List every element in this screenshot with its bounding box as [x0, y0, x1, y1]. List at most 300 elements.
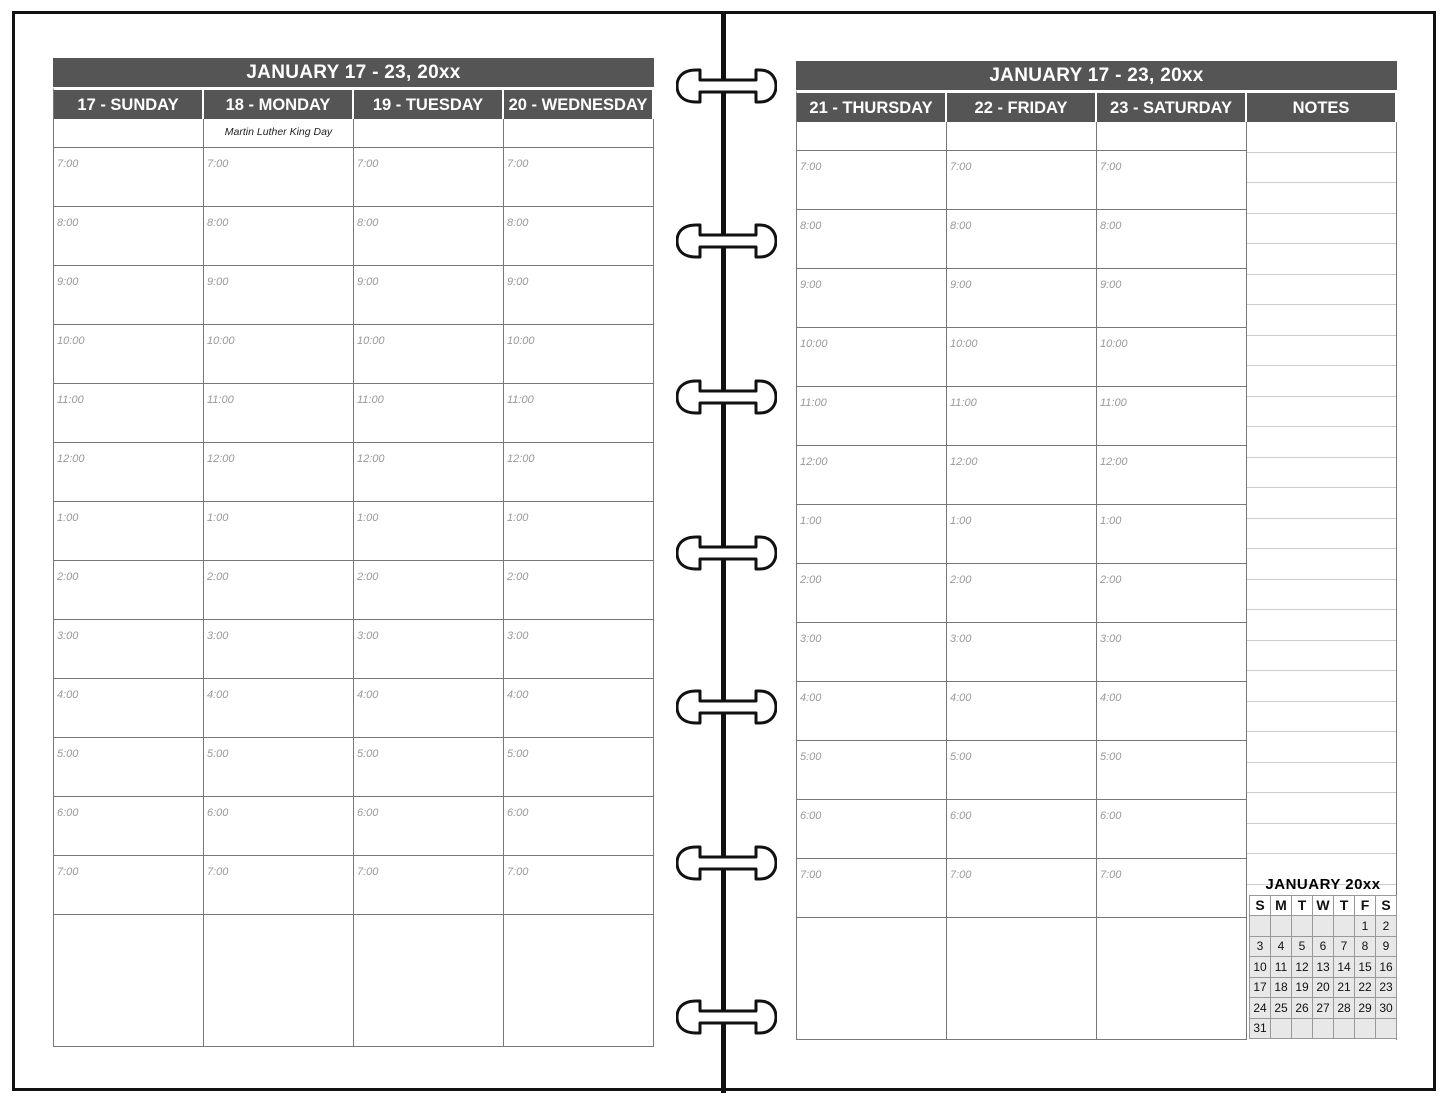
time-slot[interactable] — [1097, 210, 1246, 269]
time-slot[interactable] — [1097, 564, 1246, 623]
note-line[interactable] — [1247, 793, 1396, 824]
time-label: 4:00 — [207, 689, 229, 701]
mini-calendar-title: JANUARY 20xx — [1265, 875, 1381, 893]
time-label: 12:00 — [950, 456, 978, 468]
time-slot[interactable] — [1097, 859, 1246, 918]
time-slot[interactable] — [54, 384, 203, 443]
time-slot[interactable] — [354, 679, 503, 738]
note-line[interactable] — [1247, 580, 1396, 611]
time-slot[interactable] — [54, 207, 203, 266]
time-slot[interactable] — [204, 443, 353, 502]
day-column — [54, 90, 204, 1047]
time-slot[interactable] — [504, 561, 653, 620]
time-slot[interactable] — [947, 859, 1096, 918]
time-label: 3:00 — [950, 633, 972, 645]
time-slot[interactable] — [797, 564, 946, 623]
time-label: 12:00 — [507, 453, 535, 465]
time-label: 10:00 — [800, 338, 828, 350]
time-slot[interactable] — [504, 148, 653, 207]
weekday-label: W — [1313, 895, 1334, 916]
mini-calendar-day: 20 — [1313, 977, 1334, 998]
time-slot[interactable] — [504, 856, 653, 915]
time-slot[interactable] — [54, 856, 203, 915]
weekday-label: S — [1250, 895, 1271, 916]
time-label: 5:00 — [950, 751, 972, 763]
time-label: 11:00 — [357, 394, 384, 406]
time-label: 7:00 — [207, 866, 229, 878]
note-line[interactable] — [1247, 732, 1396, 763]
time-slot[interactable] — [204, 856, 353, 915]
mini-calendar-day: 13 — [1313, 957, 1334, 978]
holiday-cell[interactable] — [1097, 122, 1246, 151]
holiday-cell[interactable] — [797, 122, 946, 151]
time-slot[interactable] — [54, 443, 203, 502]
time-label: 9:00 — [207, 276, 229, 288]
time-slot[interactable] — [1097, 505, 1246, 564]
time-label: 2:00 — [507, 571, 529, 583]
time-label: 6:00 — [1100, 810, 1122, 822]
mini-calendar-week — [1250, 936, 1397, 957]
mini-calendar-day — [1313, 1018, 1334, 1039]
extra-notes-area[interactable] — [204, 915, 353, 1047]
mini-calendar-day — [1334, 916, 1355, 937]
extra-notes-area[interactable] — [354, 915, 503, 1047]
time-label: 11:00 — [800, 397, 827, 409]
time-slot[interactable] — [504, 620, 653, 679]
holiday-cell[interactable] — [54, 119, 203, 148]
time-slot[interactable] — [1097, 800, 1246, 859]
time-label: 7:00 — [57, 866, 79, 878]
time-slot[interactable] — [204, 502, 353, 561]
time-slot[interactable] — [204, 148, 353, 207]
right-day-grid — [796, 90, 1397, 1040]
mini-calendar-day: 7 — [1334, 936, 1355, 957]
binder-ring — [676, 997, 777, 1037]
time-slot[interactable] — [1097, 446, 1246, 505]
time-label: 3:00 — [57, 630, 79, 642]
mini-calendar-day: 29 — [1355, 998, 1376, 1019]
time-slot[interactable] — [354, 561, 503, 620]
time-label: 2:00 — [207, 571, 229, 583]
day-column — [1097, 93, 1247, 1040]
time-slot[interactable] — [947, 328, 1096, 387]
time-label: 9:00 — [507, 276, 529, 288]
note-line[interactable] — [1247, 641, 1396, 672]
note-line[interactable] — [1247, 458, 1396, 489]
note-line[interactable] — [1247, 275, 1396, 306]
mini-calendar-day: 23 — [1376, 977, 1397, 998]
left-page — [53, 58, 654, 1047]
time-slot[interactable] — [504, 325, 653, 384]
time-slot[interactable] — [204, 266, 353, 325]
time-label: 3:00 — [207, 630, 229, 642]
mini-calendar-day: 18 — [1271, 977, 1292, 998]
note-line[interactable] — [1247, 183, 1396, 214]
mini-calendar-day: 19 — [1292, 977, 1313, 998]
time-slot[interactable] — [797, 269, 946, 328]
time-label: 7:00 — [800, 869, 822, 881]
time-slot[interactable] — [797, 800, 946, 859]
time-label: 2:00 — [800, 574, 822, 586]
mini-calendar-table — [1249, 895, 1397, 1040]
time-slot[interactable] — [354, 266, 503, 325]
mini-calendar-day: 9 — [1376, 936, 1397, 957]
day-column — [947, 93, 1097, 1040]
time-slot[interactable] — [504, 207, 653, 266]
time-slot[interactable] — [354, 325, 503, 384]
right-page — [796, 61, 1397, 1040]
binder-ring — [676, 843, 777, 883]
mini-calendar-day — [1271, 1018, 1292, 1039]
time-slot[interactable] — [354, 502, 503, 561]
mini-calendar-day: 2 — [1376, 916, 1397, 937]
extra-notes-area[interactable] — [947, 918, 1096, 1040]
time-slot[interactable] — [947, 741, 1096, 800]
time-label: 7:00 — [207, 158, 229, 170]
time-slot[interactable] — [504, 266, 653, 325]
note-line[interactable] — [1247, 610, 1396, 641]
time-slot[interactable] — [204, 679, 353, 738]
time-slot[interactable] — [354, 443, 503, 502]
right-page-title: JANUARY 17 - 23, 20xx — [796, 61, 1397, 90]
holiday-cell[interactable] — [504, 119, 653, 148]
note-line[interactable] — [1247, 153, 1396, 184]
time-label: 6:00 — [507, 807, 529, 819]
time-label: 8:00 — [950, 220, 972, 232]
time-label: 9:00 — [950, 279, 972, 291]
time-label: 3:00 — [800, 633, 822, 645]
time-label: 5:00 — [800, 751, 822, 763]
day-header: 21 - THURSDAY — [797, 93, 947, 122]
day-column — [504, 90, 654, 1047]
time-slot[interactable] — [504, 384, 653, 443]
note-line[interactable] — [1247, 702, 1396, 733]
time-label: 12:00 — [57, 453, 85, 465]
time-slot[interactable] — [1097, 151, 1246, 210]
holiday-cell[interactable] — [354, 119, 503, 148]
time-label: 4:00 — [57, 689, 79, 701]
time-label: 3:00 — [507, 630, 529, 642]
mini-calendar-week — [1250, 998, 1397, 1019]
note-line[interactable] — [1247, 671, 1396, 702]
time-slot[interactable] — [354, 620, 503, 679]
time-slot[interactable] — [54, 679, 203, 738]
mini-calendar-day: 8 — [1355, 936, 1376, 957]
time-slot[interactable] — [947, 210, 1096, 269]
mini-calendar-day: 3 — [1250, 936, 1271, 957]
binder-ring — [676, 66, 777, 106]
mini-calendar-day — [1334, 1018, 1355, 1039]
time-label: 2:00 — [57, 571, 79, 583]
time-slot[interactable] — [1097, 682, 1246, 741]
time-slot[interactable] — [504, 738, 653, 797]
time-slot[interactable] — [204, 207, 353, 266]
notes-header: NOTES — [1247, 93, 1397, 122]
mini-calendar-day: 30 — [1376, 998, 1397, 1019]
mini-calendar-day: 12 — [1292, 957, 1313, 978]
mini-calendar-week — [1250, 1018, 1397, 1039]
weekday-label: F — [1355, 895, 1376, 916]
note-line[interactable] — [1247, 336, 1396, 367]
time-slot[interactable] — [504, 797, 653, 856]
time-slot[interactable] — [947, 564, 1096, 623]
time-label: 8:00 — [1100, 220, 1122, 232]
mini-calendar-day: 26 — [1292, 998, 1313, 1019]
time-label: 1:00 — [357, 512, 379, 524]
extra-notes-area[interactable] — [797, 918, 946, 1040]
time-label: 7:00 — [357, 158, 379, 170]
notes-column — [1247, 93, 1397, 1040]
time-slot[interactable] — [204, 325, 353, 384]
time-slot[interactable] — [354, 384, 503, 443]
day-header: 19 - TUESDAY — [354, 90, 504, 119]
time-label: 12:00 — [800, 456, 828, 468]
time-slot[interactable] — [54, 738, 203, 797]
mini-calendar-week — [1250, 916, 1397, 937]
mini-calendar-day: 11 — [1271, 957, 1292, 978]
time-label: 11:00 — [207, 394, 234, 406]
time-slot[interactable] — [204, 738, 353, 797]
time-slot[interactable] — [1097, 387, 1246, 446]
time-label: 7:00 — [1100, 869, 1122, 881]
time-label: 9:00 — [357, 276, 379, 288]
time-slot[interactable] — [797, 682, 946, 741]
time-slot[interactable] — [947, 505, 1096, 564]
mini-calendar-day: 14 — [1334, 957, 1355, 978]
time-label: 7:00 — [800, 161, 822, 173]
time-slot[interactable] — [797, 505, 946, 564]
note-line[interactable] — [1247, 824, 1396, 855]
time-slot[interactable] — [54, 266, 203, 325]
extra-notes-area[interactable] — [504, 915, 653, 1047]
time-label: 12:00 — [1100, 456, 1128, 468]
time-label: 8:00 — [57, 217, 79, 229]
time-slot[interactable] — [1097, 269, 1246, 328]
time-label: 12:00 — [207, 453, 235, 465]
mini-calendar-day — [1292, 916, 1313, 937]
time-label: 6:00 — [950, 810, 972, 822]
time-label: 7:00 — [950, 869, 972, 881]
time-label: 10:00 — [950, 338, 978, 350]
time-label: 8:00 — [207, 217, 229, 229]
time-label: 10:00 — [507, 335, 535, 347]
mini-calendar-day: 22 — [1355, 977, 1376, 998]
time-label: 11:00 — [1100, 397, 1127, 409]
time-label: 6:00 — [800, 810, 822, 822]
time-slot[interactable] — [354, 738, 503, 797]
weekday-label: S — [1376, 895, 1397, 916]
time-slot[interactable] — [947, 800, 1096, 859]
time-slot[interactable] — [1097, 741, 1246, 800]
day-column — [354, 90, 504, 1047]
time-label: 7:00 — [357, 866, 379, 878]
time-label: 4:00 — [357, 689, 379, 701]
time-slot[interactable] — [797, 328, 946, 387]
time-label: 10:00 — [57, 335, 85, 347]
time-label: 5:00 — [1100, 751, 1122, 763]
mini-calendar-day: 10 — [1250, 957, 1271, 978]
time-slot[interactable] — [54, 148, 203, 207]
binder-ring — [676, 377, 777, 417]
time-slot[interactable] — [797, 151, 946, 210]
time-label: 8:00 — [507, 217, 529, 229]
time-slot[interactable] — [797, 446, 946, 505]
mini-calendar-day — [1355, 1018, 1376, 1039]
time-label: 1:00 — [57, 512, 79, 524]
note-line[interactable] — [1247, 366, 1396, 397]
mini-calendar-day — [1271, 916, 1292, 937]
time-label: 4:00 — [950, 692, 972, 704]
time-label: 10:00 — [1100, 338, 1128, 350]
mini-calendar-day: 16 — [1376, 957, 1397, 978]
day-header: 17 - SUNDAY — [54, 90, 204, 119]
time-label: 7:00 — [507, 158, 529, 170]
mini-calendar-day: 31 — [1250, 1018, 1271, 1039]
time-slot[interactable] — [797, 387, 946, 446]
time-slot[interactable] — [354, 148, 503, 207]
time-slot[interactable] — [204, 561, 353, 620]
mini-calendar-day: 21 — [1334, 977, 1355, 998]
time-slot[interactable] — [947, 387, 1096, 446]
time-label: 11:00 — [950, 397, 977, 409]
time-slot[interactable] — [797, 859, 946, 918]
time-label: 7:00 — [57, 158, 79, 170]
mini-calendar-day: 24 — [1250, 998, 1271, 1019]
time-label: 5:00 — [507, 748, 529, 760]
time-slot[interactable] — [797, 741, 946, 800]
time-slot[interactable] — [504, 502, 653, 561]
extra-notes-area[interactable] — [1097, 918, 1246, 1040]
time-label: 1:00 — [800, 515, 822, 527]
time-label: 5:00 — [357, 748, 379, 760]
time-label: 10:00 — [207, 335, 235, 347]
note-line[interactable] — [1247, 214, 1396, 245]
weekday-label: T — [1292, 895, 1313, 916]
time-label: 9:00 — [1100, 279, 1122, 291]
time-slot[interactable] — [204, 384, 353, 443]
mini-calendar-day: 25 — [1271, 998, 1292, 1019]
mini-calendar-week — [1250, 957, 1397, 978]
time-slot[interactable] — [947, 269, 1096, 328]
time-label: 2:00 — [950, 574, 972, 586]
mini-calendar-day: 6 — [1313, 936, 1334, 957]
time-slot[interactable] — [54, 502, 203, 561]
note-line[interactable] — [1247, 244, 1396, 275]
time-label: 4:00 — [507, 689, 529, 701]
time-label: 6:00 — [57, 807, 79, 819]
weekday-label: M — [1271, 895, 1292, 916]
time-label: 12:00 — [357, 453, 385, 465]
time-slot[interactable] — [504, 443, 653, 502]
time-slot[interactable] — [204, 797, 353, 856]
day-column — [204, 90, 354, 1047]
time-slot[interactable] — [947, 623, 1096, 682]
mini-calendar — [1249, 876, 1397, 1040]
note-line[interactable] — [1247, 122, 1396, 153]
time-label: 4:00 — [1100, 692, 1122, 704]
time-slot[interactable] — [54, 797, 203, 856]
time-slot[interactable] — [204, 620, 353, 679]
time-label: 1:00 — [507, 512, 529, 524]
time-slot[interactable] — [354, 797, 503, 856]
time-label: 9:00 — [57, 276, 79, 288]
time-slot[interactable] — [54, 620, 203, 679]
time-slot[interactable] — [947, 446, 1096, 505]
note-line[interactable] — [1247, 519, 1396, 550]
time-label: 6:00 — [207, 807, 229, 819]
extra-notes-area[interactable] — [54, 915, 203, 1047]
time-label: 11:00 — [57, 394, 84, 406]
time-slot[interactable] — [354, 207, 503, 266]
day-column — [797, 93, 947, 1040]
time-label: 7:00 — [1100, 161, 1122, 173]
time-label: 3:00 — [1100, 633, 1122, 645]
time-label: 6:00 — [357, 807, 379, 819]
time-slot[interactable] — [354, 856, 503, 915]
time-slot[interactable] — [54, 561, 203, 620]
mini-calendar-week — [1250, 977, 1397, 998]
left-page-title: JANUARY 17 - 23, 20xx — [53, 58, 654, 87]
note-line[interactable] — [1247, 488, 1396, 519]
time-slot[interactable] — [947, 682, 1096, 741]
mini-calendar-day — [1292, 1018, 1313, 1039]
holiday-cell[interactable] — [947, 122, 1096, 151]
time-label: 8:00 — [800, 220, 822, 232]
time-label: 9:00 — [800, 279, 822, 291]
time-slot[interactable] — [797, 210, 946, 269]
day-header: 18 - MONDAY — [204, 90, 354, 119]
mini-calendar-weekdays — [1250, 895, 1397, 916]
mini-calendar-day: 28 — [1334, 998, 1355, 1019]
day-header: 22 - FRIDAY — [947, 93, 1097, 122]
time-label: 8:00 — [357, 217, 379, 229]
time-slot[interactable] — [54, 325, 203, 384]
time-slot[interactable] — [947, 151, 1096, 210]
time-label: 7:00 — [507, 866, 529, 878]
time-label: 11:00 — [507, 394, 534, 406]
time-label: 1:00 — [950, 515, 972, 527]
time-label: 1:00 — [1100, 515, 1122, 527]
note-line[interactable] — [1247, 397, 1396, 428]
mini-calendar-day: 15 — [1355, 957, 1376, 978]
binder-ring — [676, 687, 777, 727]
mini-calendar-day: 1 — [1355, 916, 1376, 937]
mini-calendar-day — [1313, 916, 1334, 937]
time-label: 5:00 — [207, 748, 229, 760]
mini-calendar-day: 5 — [1292, 936, 1313, 957]
mini-calendar-day — [1250, 916, 1271, 937]
time-label: 10:00 — [357, 335, 385, 347]
time-label: 7:00 — [950, 161, 972, 173]
binder-ring — [676, 533, 777, 573]
time-slot[interactable] — [797, 623, 946, 682]
time-slot[interactable] — [1097, 328, 1246, 387]
time-label: 1:00 — [207, 512, 229, 524]
time-slot[interactable] — [504, 679, 653, 738]
note-line[interactable] — [1247, 427, 1396, 458]
note-line[interactable] — [1247, 305, 1396, 336]
note-line[interactable] — [1247, 763, 1396, 794]
time-slot[interactable] — [1097, 623, 1246, 682]
day-header: 20 - WEDNESDAY — [504, 90, 654, 119]
weekday-label: T — [1334, 895, 1355, 916]
day-header: 23 - SATURDAY — [1097, 93, 1247, 122]
holiday-cell[interactable]: Martin Luther King Day — [204, 119, 353, 148]
time-label: 3:00 — [357, 630, 379, 642]
time-label: 5:00 — [57, 748, 79, 760]
note-line[interactable] — [1247, 549, 1396, 580]
mini-calendar-day: 17 — [1250, 977, 1271, 998]
